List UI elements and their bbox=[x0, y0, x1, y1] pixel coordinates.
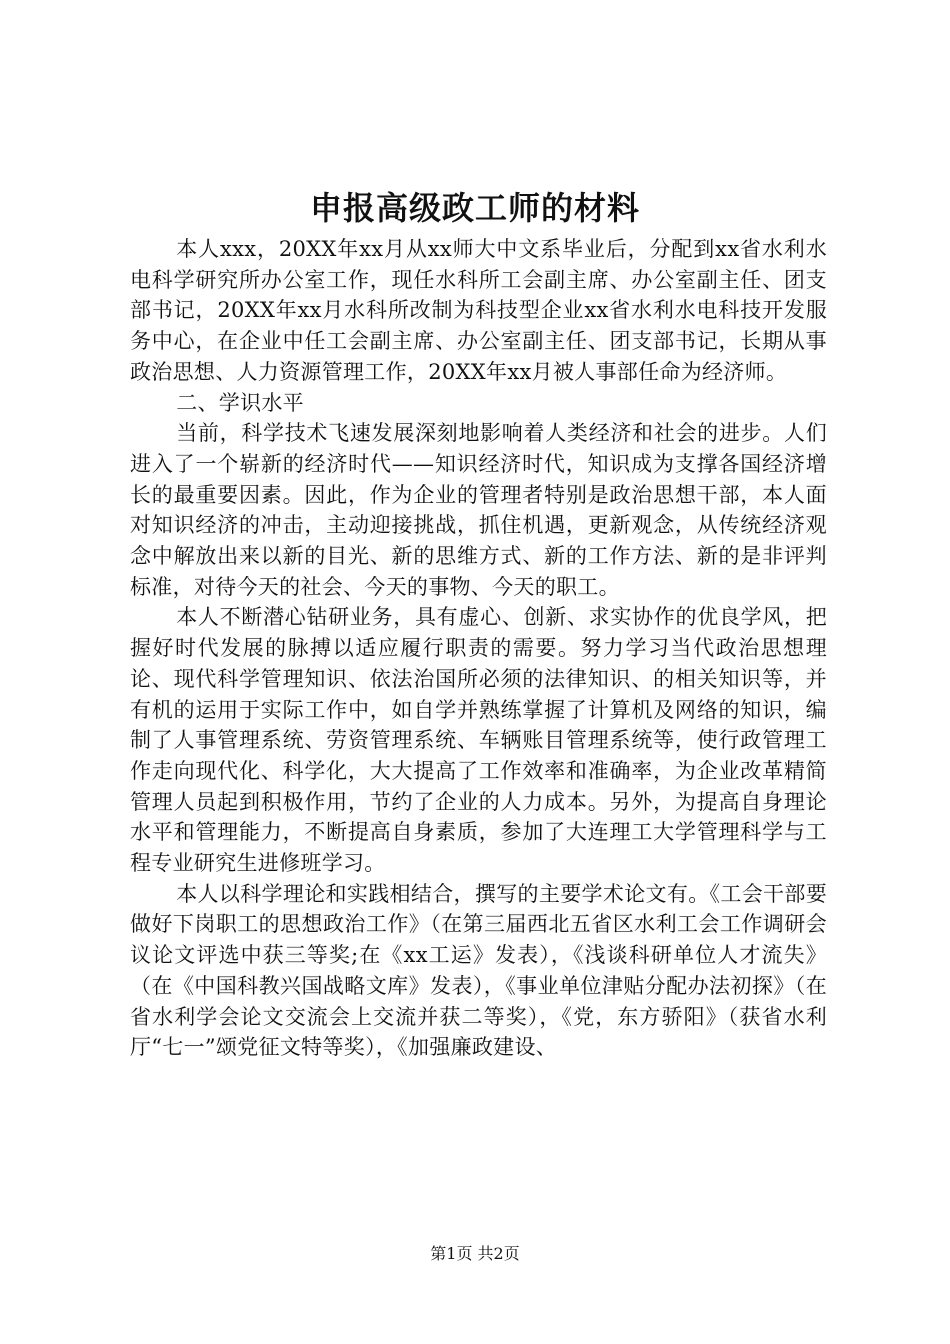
document-body bbox=[130, 234, 827, 1063]
page-footer: 第1页 共2页 bbox=[430, 1244, 520, 1263]
page-title: 申报高级政工师的材料 bbox=[309, 189, 640, 227]
paragraph-papers: 本人以科学理论和实践相结合，撰写的主要学术论文有。《工会干部要做好下岗职工的思想政治工作》（在第三届西北五省区水利工会工作调研会议论文评选中获三等奖;在《xx工运》发表），《浅谈科研单位人才流失》（在《中国科教兴国战略文库》发表），《事业单位津贴分配办法初探》（在省水利学会论文交流会上交流并获二等奖），《党，东方骄阳》（获省水利厅“七一”颂党征文特等奖），《加强廉政建设、 bbox=[130, 881, 827, 1060]
paragraph-study: 本人不断潜心钻研业务，具有虚心、创新、求实协作的优良学风，把握好时代发展的脉搏以适应履行职责的需要。努力学习当代政治思想理论、现代科学管理知识、依法治国所必须的法律知识、的相关知识等，并有机的运用于实际工作中，如自学并熟练掌握了计算机及网络的知识，编制了人事管理系统、劳资管理系统、车辆账目管理系统等，使行政管理工作走向现代化、科学化，大大提高了工作效率和准确率，为企业改革精简管理人员起到积极作用，节约了企业的人力成本。另外，为提高自身理论水平和管理能力，不断提高自身素质，参加了大连理工大学管理科学与工程专业研究生进修班学习。 bbox=[130, 605, 827, 876]
paragraph-intro: 本人xxx，20XX年xx月从xx师大中文系毕业后，分配到xx省水利水电科学研究所办公室工作，现任水科所工会副主席、办公室副主任、团支部书记，20XX年xx月水科所改制为科技型企业xx省水利水电科技开发服务中心，在企业中任工会副主席、办公室副主任、团支部书记，长期从事政治思想、人力资源管理工作，20XX年xx月被人事部任命为经济师。 bbox=[130, 237, 827, 384]
paragraph-knowledge-economy: 当前，科学技术飞速发展深刻地影响着人类经济和社会的进步。人们进入了一个崭新的经济时代——知识经济时代，知识成为支撑各国经济增长的最重要因素。因此，作为企业的管理者特别是政治思想干部，本人面对知识经济的冲击，主动迎接挑战，抓住机遇，更新观念，从传统经济观念中解放出来以新的目光、新的思维方式、新的工作方法、新的是非评判标准，对待今天的社会、今天的事物、今天的职工。 bbox=[130, 421, 827, 599]
section-heading: 二、学识水平 bbox=[176, 390, 304, 415]
